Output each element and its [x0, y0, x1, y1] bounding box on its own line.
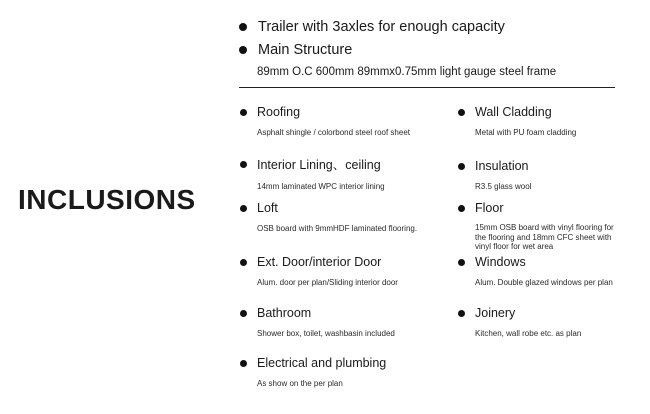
item-label: Windows	[475, 255, 526, 269]
bullet-icon	[239, 46, 247, 54]
item-label: Electrical and plumbing	[257, 356, 387, 370]
list-item-loft	[240, 201, 417, 234]
page-title: INCLUSIONS	[18, 184, 196, 215]
list-item-electrical	[240, 356, 386, 389]
bullet-icon	[240, 205, 247, 212]
list-item-interior-lining	[240, 155, 385, 192]
item-label: Joinery	[475, 306, 516, 320]
list-item-joinery	[458, 306, 581, 339]
divider	[239, 87, 615, 88]
list-item-bathroom	[240, 306, 395, 339]
item-description: Kitchen, wall robe etc. as plan	[475, 329, 582, 338]
item-label: Interior Lining、ceiling	[257, 158, 381, 172]
list-item-windows	[458, 255, 613, 288]
item-label: Ext. Door/interior Door	[257, 255, 382, 269]
bullet-icon	[240, 360, 247, 367]
list-item-roofing	[240, 105, 410, 138]
main-structure-item	[239, 42, 352, 58]
bullet-icon	[458, 259, 465, 266]
list-item-wall-cladding	[458, 105, 576, 138]
item-label: Floor	[475, 201, 504, 215]
main-structure-description: 89mm O.C 600mm 89mmx0.75mm light gauge steel frame	[257, 66, 557, 78]
list-item-door	[240, 255, 398, 288]
item-label: Loft	[257, 201, 278, 215]
item-description: Shower box, toilet, washbasin included	[257, 329, 395, 338]
item-description: Asphalt shingle / colorbond steel roof sheet	[257, 128, 410, 137]
bullet-icon	[458, 163, 465, 170]
item-description: Alum. door per plan/Sliding interior door	[257, 278, 398, 287]
item-label: Wall Cladding	[475, 105, 552, 119]
item-label: Roofing	[257, 105, 301, 119]
list-item-insulation	[458, 159, 531, 192]
item-description: Metal with PU foam cladding	[475, 128, 577, 137]
list-item-floor	[458, 201, 625, 252]
item-description: R3.5 glass wool	[475, 182, 532, 191]
item-description: 14mm laminated WPC interior lining	[257, 182, 385, 191]
bullet-icon	[240, 310, 247, 317]
item-description: Alum. Double glazed windows per plan	[475, 278, 613, 287]
bullet-icon	[458, 310, 465, 317]
bullet-icon	[240, 259, 247, 266]
bullet-icon	[458, 109, 465, 116]
bullet-icon	[458, 205, 465, 212]
bullet-icon	[240, 109, 247, 116]
item-description: 15mm OSB board with vinyl flooring for the flooring and 18mm CFC sheet with vinyl floor for wet area	[475, 223, 614, 251]
trailer-label: Trailer with 3axles for enough capacity	[258, 19, 505, 35]
item-label: Bathroom	[257, 306, 312, 320]
item-description: OSB board with 9mmHDF laminated flooring.	[257, 224, 418, 233]
main-structure-label: Main Structure	[258, 42, 353, 58]
item-label: Insulation	[475, 159, 529, 173]
item-description: As show on the per plan	[257, 379, 343, 388]
trailer-item	[239, 19, 505, 35]
bullet-icon	[239, 23, 247, 31]
bullet-icon	[240, 161, 247, 168]
